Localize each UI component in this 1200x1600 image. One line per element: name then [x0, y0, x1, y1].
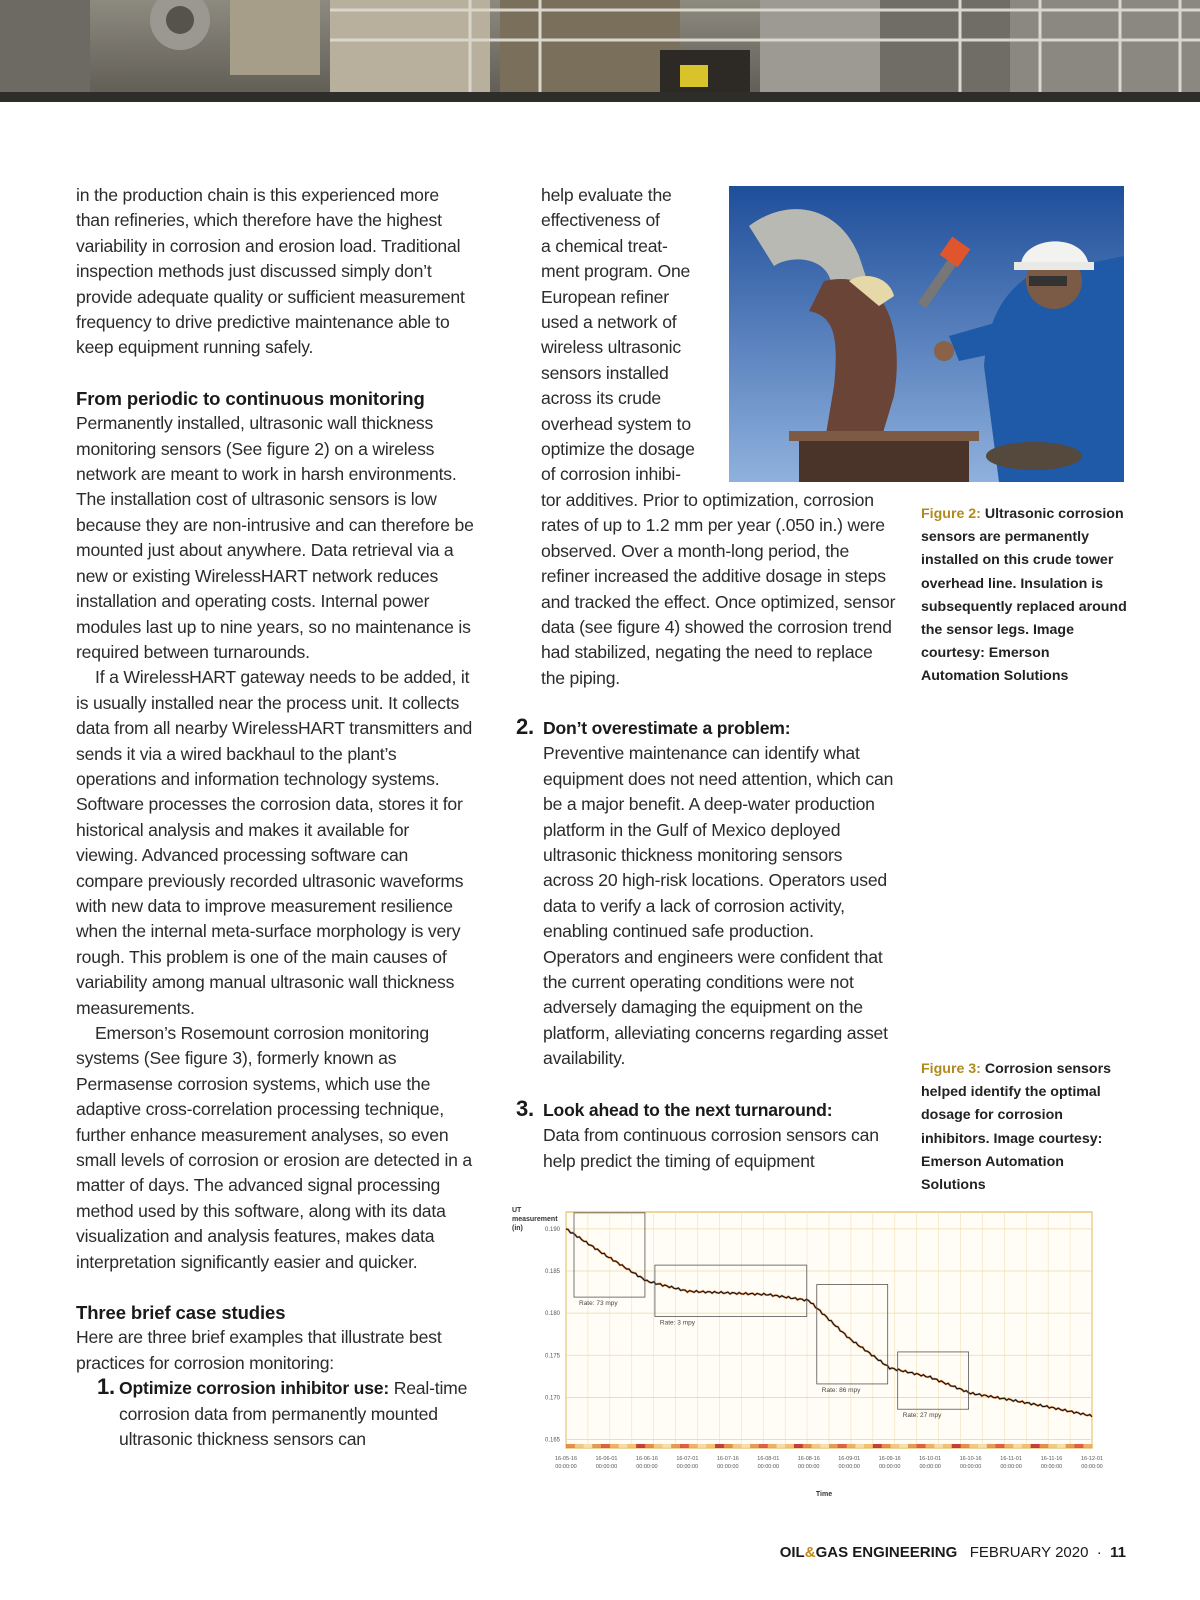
list-number: 2. [516, 714, 534, 739]
x-tick-label-time: 00:00:00 [595, 1464, 618, 1470]
x-tick-label-time: 00:00:00 [919, 1464, 941, 1470]
heat-strip-cell [698, 1444, 707, 1448]
x-tick-label: 16-06-16 [635, 1456, 658, 1462]
header-photo [0, 0, 1200, 102]
x-axis-label: Time [815, 1491, 833, 1498]
heat-strip-cell [733, 1444, 742, 1448]
figure-3-caption [921, 1058, 1131, 1197]
heat-strip-cell [996, 1444, 1005, 1448]
heat-strip-cell [1039, 1444, 1048, 1448]
list-item-text: Data from continuous corrosion sensors can help predict the timing of equipment [543, 1125, 879, 1171]
y-tick-label: 0.175 [544, 1353, 560, 1360]
rate-annotation: Rate: 27 mpy [902, 1412, 942, 1420]
heat-strip-cell [882, 1444, 891, 1448]
figure-3-chart [508, 1200, 1108, 1500]
figure-label: Figure 3: [921, 1061, 981, 1077]
heat-strip-cell [855, 1444, 864, 1448]
list-number: 3. [516, 1096, 534, 1121]
x-tick-label-time: 00:00:00 [838, 1464, 860, 1470]
issue-date: FEBRUARY 2020 [969, 1544, 1089, 1561]
heat-strip-cell [1031, 1444, 1040, 1448]
brand-oil: OIL [779, 1544, 805, 1561]
x-tick-label: 16-06-01 [595, 1456, 618, 1462]
figure-caption-text: Ultrasonic corrosion sensors are permanently installed on this crude tower overhead line. Insulation is subsequently replaced around the sensor legs. Image courtesy: Emerson Automation Solutions [921, 506, 1127, 685]
wrap-line: across its crude [541, 388, 661, 409]
heat-strip-cell [803, 1444, 812, 1448]
wrap-line: used a network of [541, 312, 677, 333]
x-tick-label: 16-08-01 [757, 1456, 780, 1462]
wrap-line: of corrosion inhibi- [541, 464, 681, 485]
heat-strip-cell [1083, 1444, 1092, 1448]
y-tick-label: 0.165 [544, 1437, 560, 1444]
paragraph: Here are three brief examples that illustrate best practices for corrosion monitoring: [76, 1327, 442, 1373]
heat-strip-cell [759, 1444, 768, 1448]
list-item-text: Real-time corrosion data from permanently mounted ultrasonic thickness sensors can [119, 1378, 468, 1450]
x-tick-label-time: 00:00:00 [1040, 1464, 1063, 1470]
heat-strip-cell [706, 1444, 715, 1448]
wrap-line: overhead system to [541, 413, 691, 434]
heat-strip-cell [680, 1444, 689, 1448]
x-tick-label: 16-08-16 [797, 1456, 820, 1462]
heat-strip-cell [689, 1444, 698, 1448]
y-tick-label: 0.185 [544, 1269, 560, 1275]
heat-strip-cell [1074, 1444, 1083, 1448]
x-tick-label: 16-09-01 [838, 1456, 861, 1462]
wrap-line: sensors installed [541, 362, 669, 383]
wrap-line: help evaluate the [541, 185, 672, 205]
heat-strip-cell [768, 1444, 777, 1448]
heat-strip-cell [636, 1444, 645, 1448]
page-number: 11 [1110, 1544, 1126, 1561]
x-tick-label: 16-10-01 [919, 1456, 942, 1462]
paragraph: Emerson’s Rosemount corrosion monitoring systems (See figure 3), formerly known as Permasense corrosion systems, which use the adaptive cross-correlation processing technique, further enhance measurement analyses, so even small levels of corrosion or erosion are detected in a matter of days. The advanced signal processing method used by this software, along with its data visualization and analysis features, makes data interpretation significantly easier and quicker. [76, 1023, 473, 1272]
list-item-title: Optimize corrosion inhibitor use: [119, 1378, 390, 1399]
x-tick-label-time: 00:00:00 [555, 1464, 577, 1470]
heat-strip-cell [776, 1444, 785, 1448]
heat-strip-cell [934, 1444, 943, 1448]
brand-ampersand: & [804, 1544, 816, 1561]
figure-2-caption [921, 503, 1131, 689]
heat-strip-cell [1004, 1444, 1013, 1448]
list-item-title: Don’t overestimate a problem: [543, 718, 791, 738]
rate-annotation: Rate: 73 mpy [579, 1300, 618, 1308]
y-tick-label: 0.180 [544, 1311, 560, 1318]
heat-strip-cell [961, 1444, 970, 1448]
x-tick-label: 16-09-16 [878, 1456, 901, 1462]
x-tick-label-time: 00:00:00 [757, 1464, 780, 1470]
heat-strip-cell [654, 1444, 663, 1448]
heat-strip-cell [750, 1444, 759, 1448]
heat-strip-cell [864, 1444, 873, 1448]
heat-strip-cell [575, 1444, 584, 1448]
heat-strip-cell [645, 1444, 654, 1448]
rate-annotation: Rate: 86 mpy [821, 1386, 861, 1394]
heat-strip-cell [917, 1444, 926, 1448]
list-item-text: Preventive maintenance can identify what equipment does not need attention, which can be a major benefit. A deep-water production platform in the Gulf of Mexico deployed ultrasonic thickness monitoring sensors across 20 high-risk locations. Operators used data to verify a lack of corrosion activity, enabling continued safe production. Operators and engineers were confident that the current operating conditions were not adversely damaging the equipment on the platform, alleviating concerns regarding asset availability. [543, 743, 894, 1069]
brand-gas: GAS ENGINEERING [815, 1544, 958, 1561]
heat-strip-cell [899, 1444, 908, 1448]
x-tick-label-time: 00:00:00 [1000, 1464, 1022, 1470]
heat-strip-cell [619, 1444, 628, 1448]
y-tick-label: 0.170 [544, 1395, 560, 1402]
heat-strip-cell [987, 1444, 996, 1448]
heat-strip-cell [890, 1444, 899, 1448]
heat-strip-cell [1066, 1444, 1075, 1448]
column-middle-continued [541, 488, 896, 691]
heat-strip-cell [662, 1444, 671, 1448]
heat-strip-cell [811, 1444, 820, 1448]
page-footer [780, 1544, 1126, 1561]
list-item-title: Look ahead to the next turnaround: [543, 1100, 833, 1120]
figure-2-photo [729, 186, 1124, 482]
heat-strip-cell [1057, 1444, 1066, 1448]
heat-strip-cell [715, 1444, 724, 1448]
paragraph: in the production chain is this experienced more than refineries, which therefore have the highest variability in corrosion and erosion load. Traditional inspection methods just discussed simply don’t provide adequate quality or sufficient measurement frequency to drive predictive maintenance able to keep equipment running safely. [76, 185, 465, 358]
list-number: 1. [97, 1374, 115, 1400]
heat-strip-cell [847, 1444, 856, 1448]
heat-strip-cell [1022, 1444, 1031, 1448]
paragraph: tor additives. Prior to optimization, corrosion rates of up to 1.2 mm per year (.050 in.) were observed. Over a month-long period, the refiner increased the additive dosage in steps and tracked the effect. Once optimized, sensor data (see figure 4) showed the corrosion trend had stabilized, negating the need to replace the piping. [541, 490, 896, 688]
x-tick-label: 16-05-16 [554, 1456, 578, 1462]
heat-strip-cell [978, 1444, 987, 1448]
x-tick-label-time: 00:00:00 [676, 1464, 699, 1470]
list-item-1 [76, 1376, 474, 1452]
heat-strip-cell [820, 1444, 829, 1448]
wrap-line: European refiner [541, 286, 669, 307]
heat-strip-cell [627, 1444, 636, 1448]
wrap-line: wireless ultrasonic [541, 337, 681, 358]
x-tick-label: 16-07-01 [676, 1456, 699, 1462]
heat-strip-cell [785, 1444, 794, 1448]
y-axis-label: UT [512, 1207, 522, 1214]
wrap-line: effectiveness of [541, 210, 660, 231]
heat-strip-cell [838, 1444, 847, 1448]
separator: · [1096, 1544, 1102, 1561]
heat-strip-cell [741, 1444, 750, 1448]
list-item-3 [514, 1098, 894, 1174]
heat-strip-cell [584, 1444, 593, 1448]
heat-strip-cell [610, 1444, 619, 1448]
wrap-line: ment program. One [541, 261, 691, 282]
list-item-2 [514, 716, 894, 1072]
column-left [76, 183, 474, 1453]
x-tick-label: 16-07-16 [716, 1456, 739, 1462]
x-tick-label-time: 00:00:00 [717, 1464, 739, 1470]
x-tick-label-time: 00:00:00 [798, 1464, 820, 1470]
x-tick-label: 16-11-16 [1040, 1456, 1063, 1462]
y-axis-label-2: measurement [512, 1216, 558, 1223]
heat-strip-cell [908, 1444, 917, 1448]
figure-label: Figure 2: [921, 506, 981, 522]
x-tick-label-time: 00:00:00 [959, 1464, 982, 1470]
heat-strip-cell [873, 1444, 882, 1448]
x-tick-label: 16-12-01 [1080, 1456, 1104, 1462]
heat-strip-cell [943, 1444, 952, 1448]
heat-strip-cell [724, 1444, 733, 1448]
section-heading: Three brief case studies [76, 1302, 286, 1324]
paragraph: Permanently installed, ultrasonic wall thickness monitoring sensors (See figure 2) on a wireless network are meant to work in harsh environments. The installation cost of ultrasonic sensors is low because they are non-intrusive and can therefore be mounted just about anywhere. Data retrieval via a new or existing WirelessHART network reduces installation and operating costs. Internal power modules last up to nine years, so no maintenance is required between turnarounds. [76, 413, 474, 662]
rate-annotation: Rate: 3 mpy [659, 1319, 695, 1327]
section-heading: From periodic to continuous monitoring [76, 387, 425, 409]
column-middle-wrap [541, 183, 721, 488]
heat-strip-cell [829, 1444, 838, 1448]
x-tick-label: 16-10-16 [959, 1456, 982, 1462]
heat-strip-cell [969, 1444, 978, 1448]
heat-strip-cell [1013, 1444, 1022, 1448]
heat-strip-cell [1048, 1444, 1057, 1448]
x-tick-label-time: 00:00:00 [636, 1464, 658, 1470]
y-tick-label: 0.190 [544, 1226, 560, 1233]
x-tick-label: 16-11-01 [1000, 1456, 1022, 1462]
heat-strip-cell [671, 1444, 680, 1448]
publication-name [780, 1544, 958, 1561]
heat-strip-cell [925, 1444, 934, 1448]
x-tick-label-time: 00:00:00 [1081, 1464, 1103, 1470]
figure-caption-text: Corrosion sensors helped identify the optimal dosage for corrosion inhibitors. Image courtesy: Emerson Automation Solutions [921, 1061, 1112, 1194]
heat-strip-cell [592, 1444, 601, 1448]
wrap-line: optimize the dosage [541, 439, 695, 460]
wrap-line: a chemical treat- [541, 235, 668, 256]
heat-strip-cell [566, 1444, 575, 1448]
paragraph: If a WirelessHART gateway needs to be added, it is usually installed near the process unit. It collects data from all nearby WirelessHART transmitters and sends it via a wired backhaul to the plant’s operations and information technology systems. Software processes the corrosion data, stores it for historical analysis and makes it available for viewing. Advanced processing software can compare previously recorded ultrasonic waveforms with new data to improve measurement resilience when the internal meta-surface morphology is very rough. This problem is one of the main causes of variability among manual ultrasonic wall thickness measurements. [76, 667, 473, 1018]
y-axis-label-3: (in) [512, 1225, 523, 1232]
x-tick-label-time: 00:00:00 [878, 1464, 901, 1470]
heat-strip-cell [794, 1444, 803, 1448]
heat-strip-cell [601, 1444, 610, 1448]
heat-strip-cell [952, 1444, 961, 1448]
